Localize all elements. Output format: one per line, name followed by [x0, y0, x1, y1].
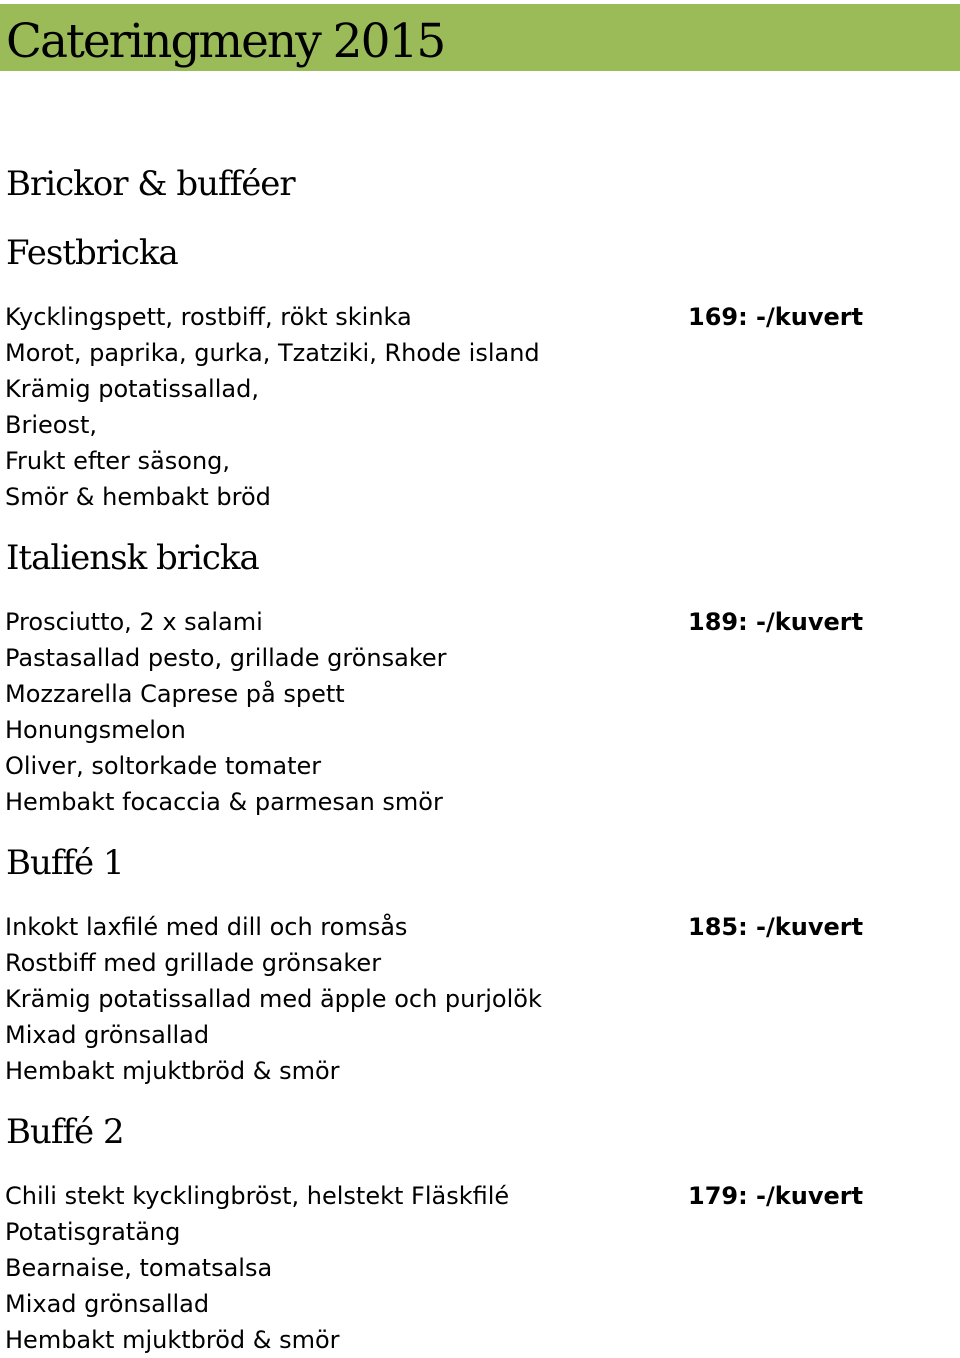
menu-line: Honungsmelon	[5, 716, 186, 744]
menu-line: Hembakt mjuktbröd & smör	[5, 1326, 340, 1354]
menu-line: Pastasallad pesto, grillade grönsaker	[5, 644, 447, 672]
menu-line: Potatisgratäng	[5, 1218, 181, 1246]
menu-line: Prosciutto, 2 x salami	[5, 608, 263, 636]
menu-item-contents-buffe-2	[5, 1178, 509, 1358]
menu-line: Chili stekt kycklingbröst, helstekt Fläskfilé	[5, 1182, 510, 1210]
menu-line: Mozzarella Caprese på spett	[5, 680, 345, 708]
menu-item-price-buffe-1: 185: -/kuvert	[688, 913, 864, 941]
page-title: Cateringmeny 2015	[6, 14, 445, 69]
menu-line: Bearnaise, tomatsalsa	[5, 1254, 273, 1282]
menu-item-price-italiensk-bricka: 189: -/kuvert	[688, 608, 864, 636]
menu-line: Mixad grönsallad	[5, 1290, 210, 1318]
menu-line: Brieost,	[5, 411, 97, 439]
menu-line: Mixad grönsallad	[5, 1021, 210, 1049]
menu-line: Hembakt focaccia & parmesan smör	[5, 788, 443, 816]
title-bar	[0, 4, 960, 71]
menu-line: Morot, paprika, gurka, Tzatziki, Rhode island	[5, 339, 540, 367]
menu-line: Krämig potatissallad med äpple och purjolök	[5, 985, 542, 1013]
menu-item-name-buffe-2: Buffé 2	[6, 1112, 124, 1152]
menu-line: Krämig potatissallad,	[5, 375, 259, 403]
section-heading: Brickor & bufféer	[6, 164, 295, 204]
menu-item-price-buffe-2: 179: -/kuvert	[688, 1182, 864, 1210]
menu-line: Rostbiff med grillade grönsaker	[5, 949, 382, 977]
menu-line: Smör & hembakt bröd	[5, 483, 271, 511]
menu-item-contents-buffe-1	[5, 909, 542, 1089]
menu-item-contents-festbricka	[5, 299, 540, 515]
menu-item-contents-italiensk-bricka	[5, 604, 447, 820]
menu-item-price-festbricka: 169: -/kuvert	[688, 303, 864, 331]
menu-line: Oliver, soltorkade tomater	[5, 752, 322, 780]
menu-line: Frukt efter säsong,	[5, 447, 231, 475]
menu-item-name-italiensk-bricka: Italiensk bricka	[6, 538, 259, 578]
menu-line: Kycklingspett, rostbiff, rökt skinka	[5, 303, 412, 331]
menu-item-name-buffe-1: Buffé 1	[6, 843, 124, 883]
menu-line: Hembakt mjuktbröd & smör	[5, 1057, 340, 1085]
menu-line: Inkokt laxfilé med dill och romsås	[5, 913, 408, 941]
menu-item-name-festbricka: Festbricka	[6, 233, 178, 273]
